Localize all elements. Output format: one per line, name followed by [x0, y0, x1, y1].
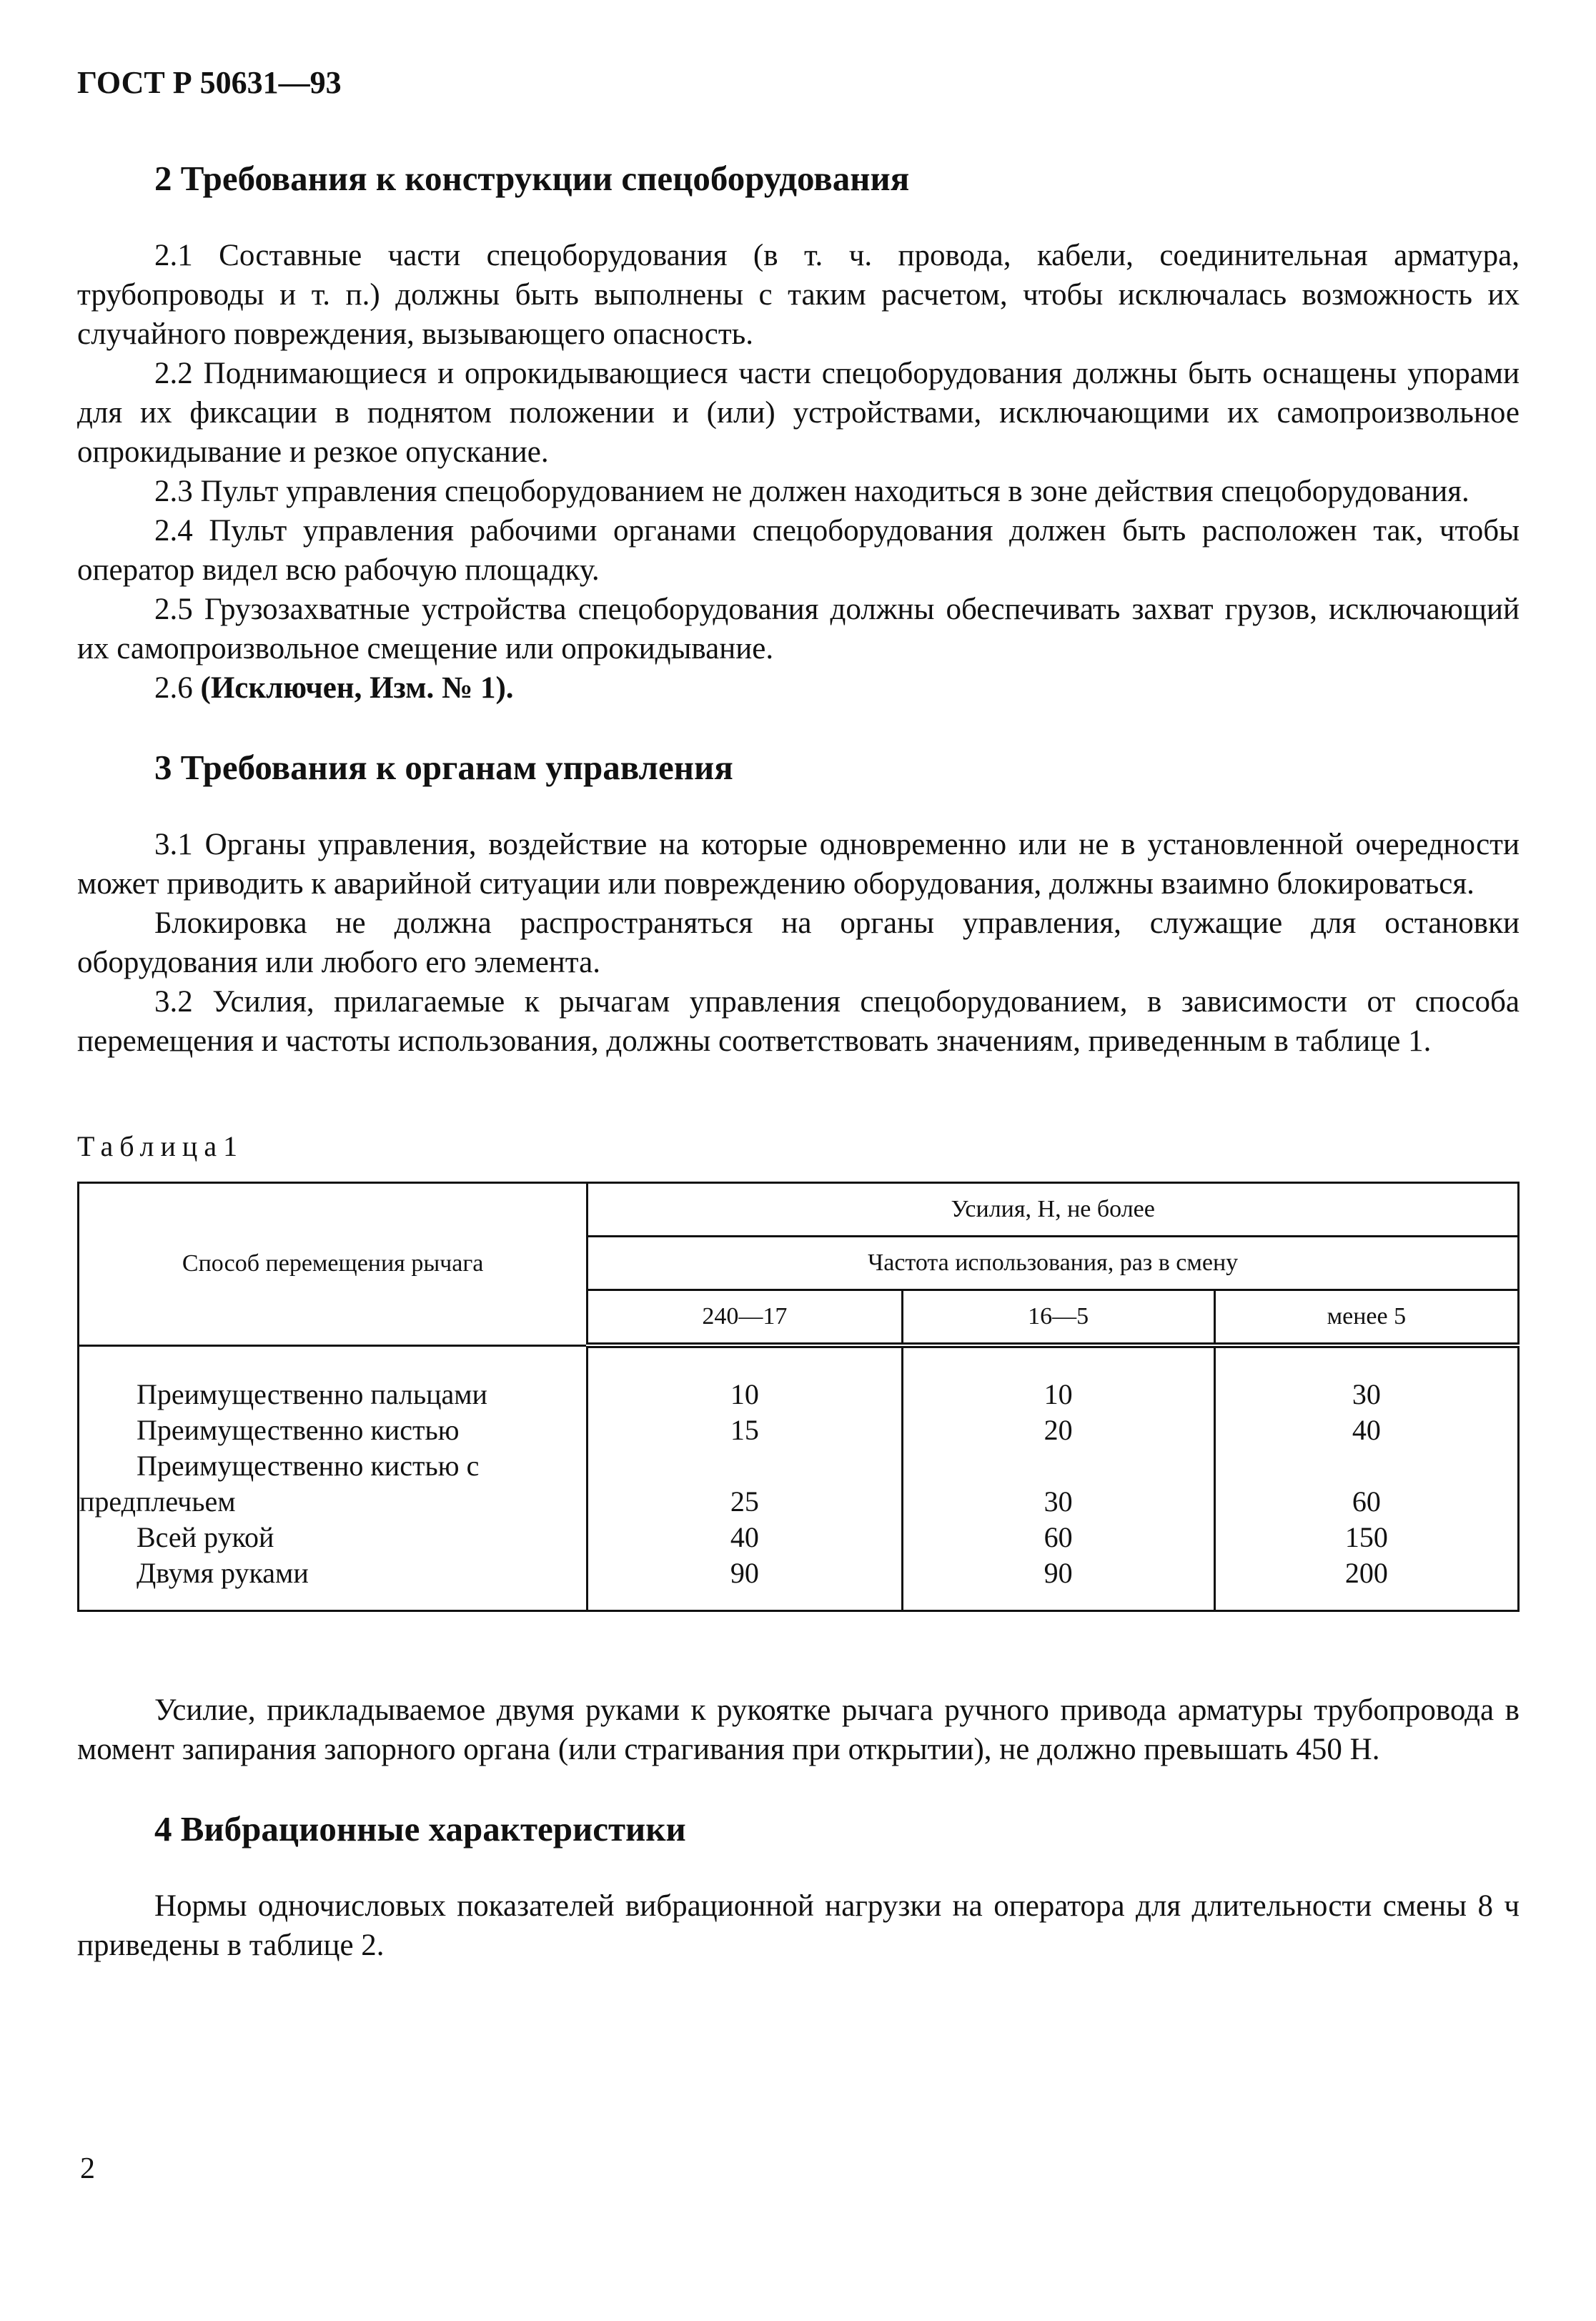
table-cell-method: Двумя руками: [79, 1555, 588, 1611]
paragraph-2-5: 2.5 Грузозахватные устройства спецоборудования должны обеспечивать захват грузов, исключающий их самопроизвольное смещение или опрокидывание.: [77, 593, 1520, 665]
table-cell-method: Преимущественно кистью с предплечьем: [79, 1448, 588, 1520]
section-3-title: 3 Требования к органам управления: [154, 748, 733, 787]
document-code: ГОСТ Р 50631—93: [77, 65, 342, 100]
table-row: [79, 1345, 1519, 1412]
table-1: [77, 1182, 1520, 1612]
paragraph-2-2: 2.2 Поднимающиеся и опрокидывающиеся части спецоборудования должны быть оснащены упорами для их фиксации в поднятом положении и (или) устройствами, исключающими их самопроизвольное опрокидывание и резкое опускание.: [77, 357, 1520, 469]
paragraph-3-2: 3.2 Усилия, прилагаемые к рычагам управления спецоборудованием, в зависимости от способа перемещения и частоты использования, должны соответствовать значениям, приведенным в таблице 1.: [77, 985, 1520, 1058]
paragraph-3-1-blocking: Блокировка не должна распространяться на органы управления, служащие для остановки оборудования или любого его элемента.: [77, 906, 1520, 979]
table-row: [79, 1555, 1519, 1611]
table-row: [79, 1448, 1519, 1520]
table-header-frequency: Частота использования, раз в смену: [588, 1237, 1519, 1290]
table-row: [79, 1412, 1519, 1448]
table-col-240-17: 240—17: [588, 1290, 902, 1346]
paragraph-2-6-number: 2.6: [154, 671, 193, 705]
table-cell: 40: [1214, 1412, 1518, 1448]
table-cell: 60: [902, 1520, 1214, 1555]
table-cell-method: Преимущественно пальцами: [79, 1345, 588, 1412]
table-cell: 90: [588, 1555, 902, 1611]
paragraph-4-intro: Нормы одночисловых показателей вибрационной нагрузки на оператора для длительности смены 8 ч приведены в таблице 2.: [77, 1889, 1520, 1962]
table-header-force: Усилия, Н, не более: [588, 1183, 1519, 1237]
table-header-method: Способ перемещения рычага: [79, 1183, 588, 1346]
table-cell: 150: [1214, 1520, 1518, 1555]
table-cell-method: Преимущественно кистью: [79, 1412, 588, 1448]
paragraph-2-1: 2.1 Составные части спецоборудования (в т. ч. провода, кабели, соединительная арматура, трубопроводы и т. п.) должны быть выполнены с таким расчетом, чтобы исключалась возможность их случайного повреждения, вызывающего опасность.: [77, 239, 1520, 351]
page-number: 2: [80, 2152, 95, 2185]
table-cell: 40: [588, 1520, 902, 1555]
paragraph-2-6: [77, 668, 1520, 708]
table-cell: 10: [588, 1345, 902, 1412]
section-2-title: 2 Требования к конструкции спецоборудования: [154, 159, 910, 198]
table-row: [79, 1520, 1519, 1555]
table-cell: 25: [588, 1448, 902, 1520]
table-cell: 20: [902, 1412, 1214, 1448]
table-col-less-5: менее 5: [1214, 1290, 1518, 1346]
table-cell-method: Всей рукой: [79, 1520, 588, 1555]
paragraph-3-1: 3.1 Органы управления, воздействие на которые одновременно или не в установленной очередности может приводить к аварийной ситуации или повреждению оборудования, должны взаимно блокироваться.: [77, 828, 1520, 901]
table-1-caption: Таблица1: [77, 1130, 244, 1162]
force-limit-paragraph: Усилие, прикладываемое двумя руками к рукоятке рычага ручного привода арматуры трубопровода в момент запирания запорного органа (или страгивания при открытии), не должно превышать 450 Н.: [77, 1693, 1520, 1766]
table-cell: 60: [1214, 1448, 1518, 1520]
paragraph-2-4: 2.4 Пульт управления рабочими органами спецоборудования должен быть расположен так, чтобы оператор видел всю рабочую площадку.: [77, 514, 1520, 587]
document-page: [77, 64, 1520, 1965]
section-2-body: [77, 236, 1520, 708]
section-4-title: 4 Вибрационные характеристики: [154, 1809, 686, 1849]
table-cell: 30: [1214, 1345, 1518, 1412]
table-cell: 90: [902, 1555, 1214, 1611]
table-col-16-5: 16—5: [902, 1290, 1214, 1346]
table-cell: 15: [588, 1412, 902, 1448]
table-cell: 200: [1214, 1555, 1518, 1611]
table-cell: 10: [902, 1345, 1214, 1412]
paragraph-2-3: 2.3 Пульт управления спецоборудованием не должен находиться в зоне действия спецоборудования.: [154, 475, 1469, 508]
paragraph-2-6-note: (Исключен, Изм. № 1).: [200, 671, 514, 705]
after-table-note: [77, 1691, 1520, 1769]
section-3-body: [77, 825, 1520, 1061]
table-cell: 30: [902, 1448, 1214, 1520]
